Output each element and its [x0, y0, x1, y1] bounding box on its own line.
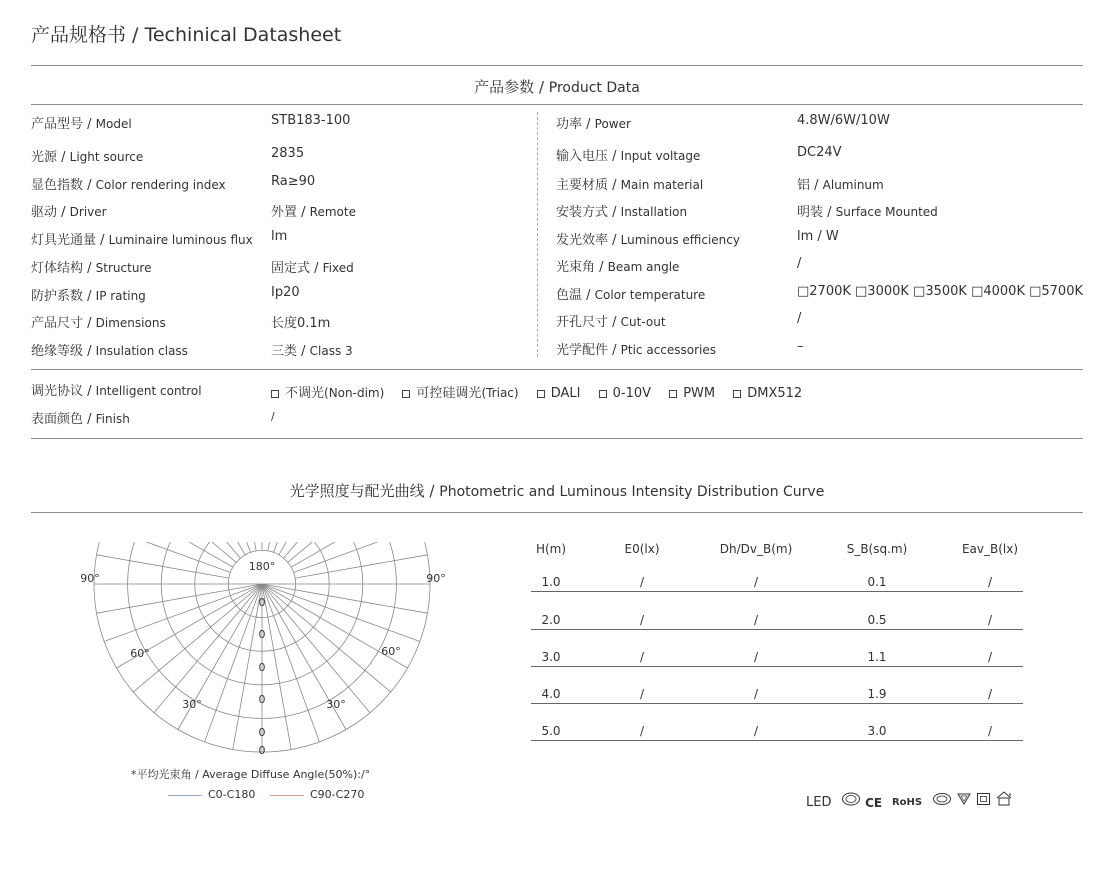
table-cell: 1.9 [867, 687, 887, 701]
spec-label: 防护系数 / IP rating [31, 289, 146, 304]
table-cell: 0.5 [867, 613, 887, 627]
polar-spoke [294, 530, 420, 573]
divider [31, 65, 1083, 66]
spec-value: / [797, 311, 802, 326]
polar-spoke [268, 530, 291, 551]
polar-spoke [279, 530, 346, 555]
ce-mark: CE [865, 795, 883, 810]
control-options [271, 382, 816, 401]
f-triangle-icon [956, 792, 972, 806]
polar-label: 0 [258, 726, 266, 739]
spec-value: / [797, 256, 802, 271]
table-cell: 3.0 [867, 724, 887, 738]
table-row-line [531, 666, 1023, 667]
polar-spoke [97, 555, 229, 578]
product-data-heading: 产品参数 / Product Data [474, 78, 640, 96]
divider [31, 438, 1083, 439]
polar-label: 0 [258, 596, 266, 609]
spec-label: 色温 / Color temperature [556, 288, 706, 303]
checkbox[interactable] [733, 390, 741, 398]
table-row-line [531, 703, 1023, 704]
polar-spoke [178, 530, 245, 555]
checkbox[interactable] [271, 390, 279, 398]
spec-value: lm [271, 229, 288, 244]
rohs-mark: RoHS [891, 797, 923, 808]
spec-label: 绝缘等级 / Insulation class [31, 344, 188, 359]
spec-value: Ip20 [271, 285, 300, 300]
spec-value: □2700K □3000K □3500K □4000K □5700K [797, 284, 1083, 299]
table-cell: / [987, 687, 993, 701]
ccc-icon [841, 792, 861, 806]
table-row-line [531, 591, 1023, 592]
spec-value: 铝 / Aluminum [797, 178, 884, 193]
spec-value: lm / W [797, 229, 839, 244]
spec-label: 输入电压 / Input voltage [556, 149, 701, 164]
page-title: 产品规格书 / Techinical Datasheet [31, 24, 342, 46]
spec-label: 安装方式 / Installation [556, 205, 688, 220]
polar-label: 90° [426, 572, 446, 585]
option-triac[interactable]: 可控硅调光(Triac) [402, 386, 518, 401]
table-cell: / [987, 575, 993, 589]
polar-label: 30° [182, 698, 202, 711]
polar-spoke [154, 530, 240, 558]
column-divider [537, 112, 538, 357]
divider [31, 369, 1083, 370]
polar-label: 0 [258, 693, 266, 706]
table-cell: / [639, 724, 645, 738]
table-cell: / [987, 650, 993, 664]
divider [31, 104, 1083, 105]
table-row-line [531, 740, 1023, 741]
spec-value: 固定式 / Fixed [271, 261, 354, 276]
spec-value: 2835 [271, 146, 305, 161]
table-header: Eav_B(lx) [961, 542, 1019, 556]
table-cell: 4.0 [541, 687, 561, 701]
double-insulation-icon [976, 792, 992, 806]
polar-spoke [288, 530, 391, 562]
polar-spoke [205, 530, 251, 552]
polar-label: 30° [326, 698, 346, 711]
table-cell: / [987, 724, 993, 738]
spec-value: 明装 / Surface Mounted [797, 205, 938, 220]
polar-diagram [60, 530, 470, 765]
table-cell: / [753, 687, 759, 701]
checkbox[interactable] [402, 390, 410, 398]
table-cell: / [639, 687, 645, 701]
polar-spoke [104, 530, 230, 573]
polar-spoke [295, 555, 427, 578]
spec-label: 产品尺寸 / Dimensions [31, 316, 166, 331]
average-angle-note: *平均光束角 / Average Diffuse Angle(50%):/° [131, 768, 371, 781]
table-cell: / [753, 613, 759, 627]
table-header: E0(lx) [624, 542, 660, 556]
spec-label: 产品型号 / Model [31, 117, 132, 132]
spec-value: 长度0.1m [271, 316, 331, 331]
table-cell: / [987, 613, 993, 627]
table-cell: / [753, 575, 759, 589]
legend-swatch [270, 795, 304, 796]
indoor-use-icon [995, 790, 1013, 806]
divider [31, 512, 1083, 513]
polar-label: 90° [80, 572, 100, 585]
legend-c0: C0-C180 [168, 788, 255, 801]
polar-label: 0 [258, 744, 266, 757]
table-header: H(m) [535, 542, 567, 556]
legend-swatch [168, 795, 202, 796]
checkbox[interactable] [599, 390, 607, 398]
certification-marks [806, 790, 1013, 810]
table-cell: 1.0 [541, 575, 561, 589]
spec-value: 外置 / Remote [271, 205, 356, 220]
spec-label: 光束角 / Beam angle [556, 260, 680, 275]
spec-value: 三类 / Class 3 [271, 344, 353, 359]
table-cell: 2.0 [541, 613, 561, 627]
option-0-10v[interactable]: 0-10V [599, 386, 651, 401]
table-cell: 0.1 [867, 575, 887, 589]
spec-value: Ra≥90 [271, 174, 316, 189]
polar-label: 0 [258, 661, 266, 674]
spec-value: – [797, 339, 804, 354]
spec-value: DC24V [797, 145, 842, 160]
spec-label: 光学配件 / Ptic accessories [556, 343, 717, 358]
polar-spoke [284, 530, 370, 558]
table-cell: 1.1 [867, 650, 887, 664]
spec-label: 主要材质 / Main material [556, 178, 704, 193]
option-non-dim[interactable]: 不调光(Non-dim) [271, 386, 384, 401]
spec-label: 灯具光通量 / Luminaire luminous flux [31, 233, 253, 248]
finish-label: 表面颜色 / Finish [31, 412, 130, 427]
polar-spoke [233, 530, 256, 551]
table-cell: / [639, 650, 645, 664]
polar-label: 0 [258, 628, 266, 641]
finish-value: / [271, 410, 275, 423]
spec-label: 开孔尺寸 / Cut-out [556, 315, 666, 330]
spec-label: 驱动 / Driver [31, 205, 107, 220]
spec-label: 发光效率 / Luminous efficiency [556, 233, 740, 248]
led-mark: LED [806, 795, 832, 810]
photometric-heading: 光学照度与配光曲线 / Photometric and Luminous Intensity Distribution Curve [289, 482, 825, 500]
legend-c90: C90-C270 [270, 788, 364, 801]
cqc-icon [932, 792, 952, 806]
option-dmx512[interactable]: DMX512 [733, 386, 802, 401]
table-header: Dh/Dv_B(m) [719, 542, 793, 556]
table-cell: / [639, 613, 645, 627]
polar-label: 180° [248, 560, 276, 573]
spec-label: 光源 / Light source [31, 150, 144, 165]
polar-spoke [273, 530, 319, 552]
table-cell: / [639, 575, 645, 589]
spec-value: 4.8W/6W/10W [797, 113, 890, 128]
polar-label: 60° [130, 647, 150, 660]
polar-spoke [133, 530, 236, 562]
table-row-line [531, 629, 1023, 630]
spec-label: 显色指数 / Color rendering index [31, 178, 226, 193]
option-dali[interactable]: DALI [537, 386, 581, 401]
table-cell: 3.0 [541, 650, 561, 664]
table-cell: / [753, 650, 759, 664]
spec-value: STB183-100 [271, 113, 351, 128]
option-pwm[interactable]: PWM [669, 386, 715, 401]
spec-label: 灯体结构 / Structure [31, 261, 152, 276]
checkbox[interactable] [669, 390, 677, 398]
table-cell: 5.0 [541, 724, 561, 738]
polar-label: 60° [381, 645, 401, 658]
control-label: 调光协议 / Intelligent control [31, 384, 202, 399]
table-header: S_B(sq.m) [846, 542, 908, 556]
spec-label: 功率 / Power [556, 117, 631, 132]
table-cell: / [753, 724, 759, 738]
checkbox[interactable] [537, 390, 545, 398]
